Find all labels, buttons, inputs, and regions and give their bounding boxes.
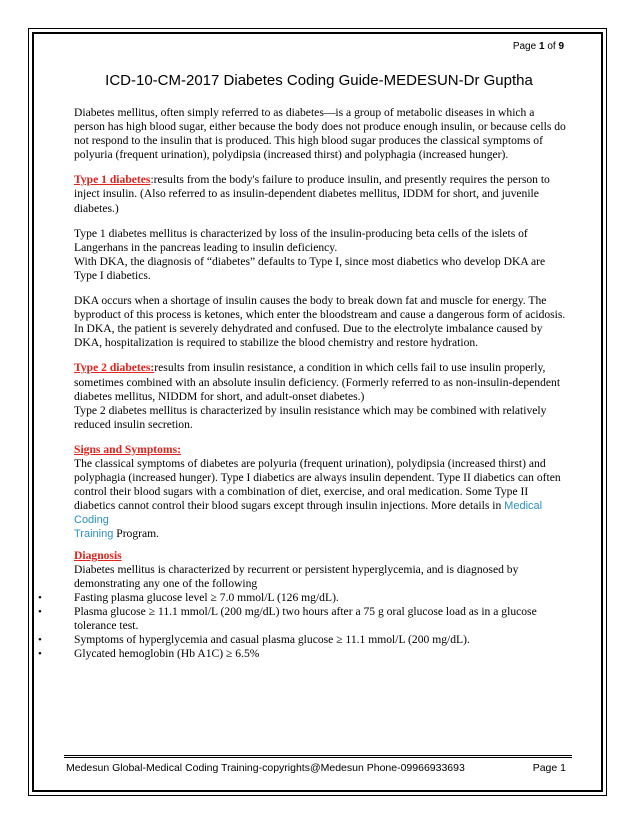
type2-paragraph <box>74 361 568 431</box>
type2-para2: Type 2 diabetes mellitus is characterized by insulin resistance which may be combined with relatively reduced insulin secretion. <box>74 403 547 431</box>
footer-divider <box>64 755 572 758</box>
footer-copyright: Medesun Global-Medical Coding Training-copyrights@Medesun Phone-09966933693 <box>66 762 465 774</box>
page-current: 1 <box>538 41 545 52</box>
signs-text-end: Program. <box>113 527 160 541</box>
signs-heading: Signs and Symptoms: <box>74 442 181 456</box>
diagnosis-heading: Diagnosis <box>74 548 122 562</box>
signs-text: The classical symptoms of diabetes are polyuria (frequent urination), polydipsia (increased thirst) and polyphagia (increased hunger). Type I diabetics are always insulin dependent. Type II diabetics can often control their blood sugars with a combination of diet, exercise, and oral medication. Some Type II diabetics cannot control their blood sugars except through insulin injections. More details in <box>74 456 561 513</box>
page-label: Page <box>512 41 537 52</box>
bullet-icon: • <box>38 605 42 618</box>
page-total: 9 <box>558 41 564 52</box>
bullet-icon: • <box>38 648 42 661</box>
bullet-icon: • <box>38 634 42 647</box>
intro-paragraph: Diabetes mellitus, often simply referred to as diabetes—is a group of metabolic diseases in which a person has high blood sugar, either because the body does not produce enough insulin, or because cells do not respond to the insulin that is produced. This high blood sugar produces the classical symptoms of polyuria (frequent urination), polydipsia (increased thirst) and polyphagia (increased hunger). <box>74 106 566 162</box>
diagnosis-list <box>38 590 568 661</box>
page-of: of <box>547 41 556 52</box>
type2-heading: Type 2 diabetes: <box>74 361 155 375</box>
training-link[interactable]: Training <box>74 528 114 541</box>
diagnosis-paragraph <box>74 549 568 591</box>
list-item <box>38 633 568 647</box>
list-item-text: Symptoms of hyperglycemia and casual plasma glucose ≥ 11.1 mmol/L (200 mg/dL). <box>74 633 470 647</box>
type1-paragraph-2 <box>74 227 568 283</box>
list-item <box>38 590 568 605</box>
document-body <box>38 106 568 661</box>
type2-text: results from insulin resistance, a condition in which cells fail to use insulin properly, sometimes combined with an absolute insulin deficiency. (Formerly referred to as non-insulin-dependent diabetes mellitus, NIDDM for short, and adult-onset diabetes.) <box>74 361 561 403</box>
footer-page-number: Page 1 <box>532 762 566 774</box>
list-item-text: Fasting plasma glucose level ≥ 7.0 mmol/L (126 mg/dL). <box>74 590 339 604</box>
diagnosis-text: Diabetes mellitus is characterized by recurrent or persistent hyperglycemia, and is diagnosed by demonstrating any one of the following <box>74 562 519 590</box>
page-number-header <box>513 41 564 52</box>
type1-text: :results from the body's failure to produce insulin, and presently requires the person to inject insulin. (Also referred to as insulin-dependent diabetes mellitus, IDDM for short, and juvenile diabetes.) <box>74 173 550 215</box>
type1-para2b: With DKA, the diagnosis of “diabetes” defaults to Type I, since most diabetics who develop DKA are Type I diabetics. <box>74 254 546 282</box>
type1-paragraph-3: DKA occurs when a shortage of insulin causes the body to break down fat and muscle for energy. The byproduct of this process is ketones, which enter the bloodstream and cause a dangerous form of acidosis. In DKA, the patient is severely dehydrated and confused. Due to the electrolyte imbalance caused by DKA, hospitalization is required to stabilize the blood chemistry and restore hydration. <box>74 294 566 350</box>
medical-coding-link[interactable]: Medical Coding <box>74 500 543 527</box>
footer <box>66 762 570 774</box>
list-item-text: Glycated hemoglobin (Hb A1C) ≥ 6.5% <box>74 647 260 661</box>
type1-heading: Type 1 diabetes <box>74 173 151 187</box>
bullet-icon: • <box>38 591 42 604</box>
signs-paragraph <box>74 443 568 542</box>
type1-para2a: Type 1 diabetes mellitus is characterized by loss of the insulin-producing beta cells of the islets of Langerhans in the pancreas leading to insulin deficiency. <box>74 226 528 254</box>
document-title: ICD-10-CM-2017 Diabetes Coding Guide-MEDESUN-Dr Guptha <box>105 72 533 89</box>
list-item <box>38 604 568 633</box>
list-item-text: Plasma glucose ≥ 11.1 mmol/L (200 mg/dL) two hours after a 75 g oral glucose load as in a glucose tolerance test. <box>74 604 537 632</box>
type1-paragraph <box>74 173 568 215</box>
list-item <box>38 647 568 661</box>
